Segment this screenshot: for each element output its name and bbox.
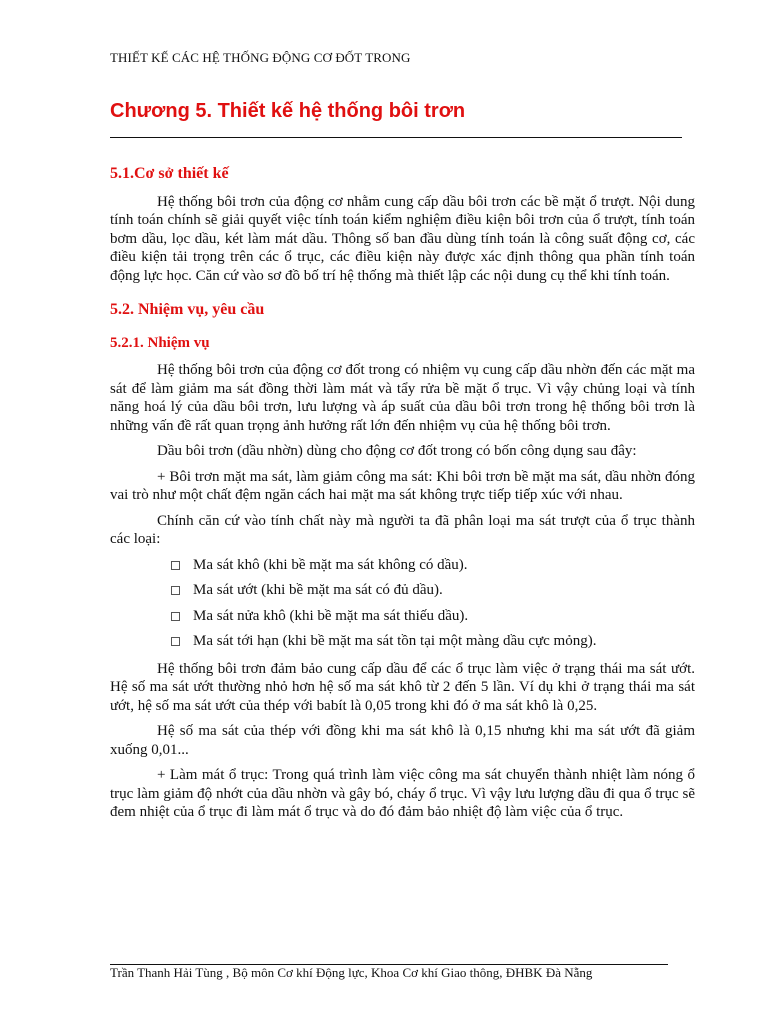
section-5-1-paragraph: Hệ thống bôi trơn của động cơ nhằm cung cấp dầu bôi trơn các bề mặt ổ trượt. Nội dung tính toán chính sẽ giải quyết việc tính toán kiểm nghiệm điều kiện bôi trơn của ổ trượt, tính toán bơm dầu, lọc dầu, két làm mát dầu. Thông số ban đầu dùng tính toán là công suất động cơ, các điều kiện tải trọng trên các ổ trục, các điều kiện này được xác định thông qua phần tính toán động lực học. Căn cứ vào sơ đồ bố trí hệ thống mà thiết lập các nội dung cụ thể khi tính toán.	[110, 193, 695, 284]
paragraph-lubrication: + Bôi trơn mặt ma sát, làm giảm công ma sát: Khi bôi trơn bề mặt ma sát, dầu nhờn đóng vai trò như một chất đệm ngăn cách hai mặt ma sát không trực tiếp tiếp xúc với nhau.	[110, 468, 695, 503]
paragraph-wet-friction: Hệ thống bôi trơn đảm bảo cung cấp dầu để các ổ trục làm việc ở trạng thái ma sát ướt. Hệ số ma sát ướt thường nhỏ hơn hệ số ma sát khô từ 2 đến 5 lần. Ví dụ khi ở trạng thái ma sát ướt, hệ số ma sát ướt của thép với babít là 0,05 trong khi đó ở ma sát khô là 0,25.	[110, 660, 695, 714]
section-heading-5-2: 5.2. Nhiệm vụ, yêu cầu	[110, 301, 265, 318]
paragraph-classification: Chính căn cứ vào tính chất này mà người ta đã phân loại ma sát trượt của ổ trục thành các loại:	[110, 512, 695, 547]
list-item	[110, 556, 695, 575]
section-heading-5-1: 5.1.Cơ sở thiết kế	[110, 165, 229, 182]
checkbox-bullet-icon	[171, 612, 180, 621]
running-header: THIẾT KẾ CÁC HỆ THỐNG ĐỘNG CƠ ĐỐT TRONG	[110, 50, 411, 65]
paragraph-cooling: + Làm mát ổ trục: Trong quá trình làm việc công ma sát chuyển thành nhiệt làm nóng ổ trục làm giảm độ nhớt của dầu nhờn và gây bó, cháy ổ trục. Vì vậy lưu lượng dầu đi qua ổ trục sẽ đem nhiệt của ổ trục đi làm mát ổ trục và do đó đảm bảo nhiệt độ làm việc của ổ trục.	[110, 767, 695, 820]
list-item-text: Ma sát khô (khi bề mặt ma sát không có dầu).	[193, 556, 468, 573]
checkbox-bullet-icon	[171, 637, 180, 646]
section-heading-5-2-1: 5.2.1. Nhiệm vụ	[110, 334, 210, 351]
paragraph-four-uses: Dầu bôi trơn (dầu nhờn) dùng cho động cơ đốt trong có bốn công dụng sau đây:	[157, 443, 637, 459]
chapter-title: Chương 5. Thiết kế hệ thống bôi trơn	[110, 100, 466, 122]
paragraph-duties: Hệ thống bôi trơn của động cơ đốt trong có nhiệm vụ cung cấp dầu nhờn đến các mặt ma sát để làm giảm ma sát đồng thời làm mát và tẩy rửa bề mặt ổ trục. Vì vậy chủng loại và tính năng hoá lý của dầu bôi trơn, lưu lượng và áp suất của dầu bôi trơn trong hệ thống bôi trơn là những vấn đề rất quan trọng ảnh hưởng rất lớn đến nhiệm vụ của hệ thống bôi trơn.	[110, 362, 695, 434]
list-item	[110, 632, 695, 651]
checkbox-bullet-icon	[171, 561, 180, 570]
list-item-text: Ma sát ướt (khi bề mặt ma sát có đủ dầu).	[193, 582, 443, 598]
title-rule	[110, 137, 682, 138]
checkbox-bullet-icon	[171, 586, 180, 595]
list-item-text: Ma sát nửa khô (khi bề mặt ma sát thiếu dầu).	[193, 607, 469, 624]
page-footer: Trần Thanh Hải Tùng , Bộ môn Cơ khí Động lực, Khoa Cơ khí Giao thông, ĐHBK Đà Nẵng	[110, 965, 593, 980]
friction-types-list	[110, 556, 695, 651]
list-item	[110, 607, 695, 626]
document-body	[110, 160, 695, 822]
list-item	[110, 581, 695, 600]
list-item-text: Ma sát tới hạn (khi bề mặt ma sát tồn tại một màng dầu cực mỏng).	[193, 633, 597, 649]
paragraph-steel-copper: Hệ số ma sát của thép với đồng khi ma sát khô là 0,15 nhưng khi ma sát ướt đã giảm xuống 0,01...	[110, 723, 695, 758]
